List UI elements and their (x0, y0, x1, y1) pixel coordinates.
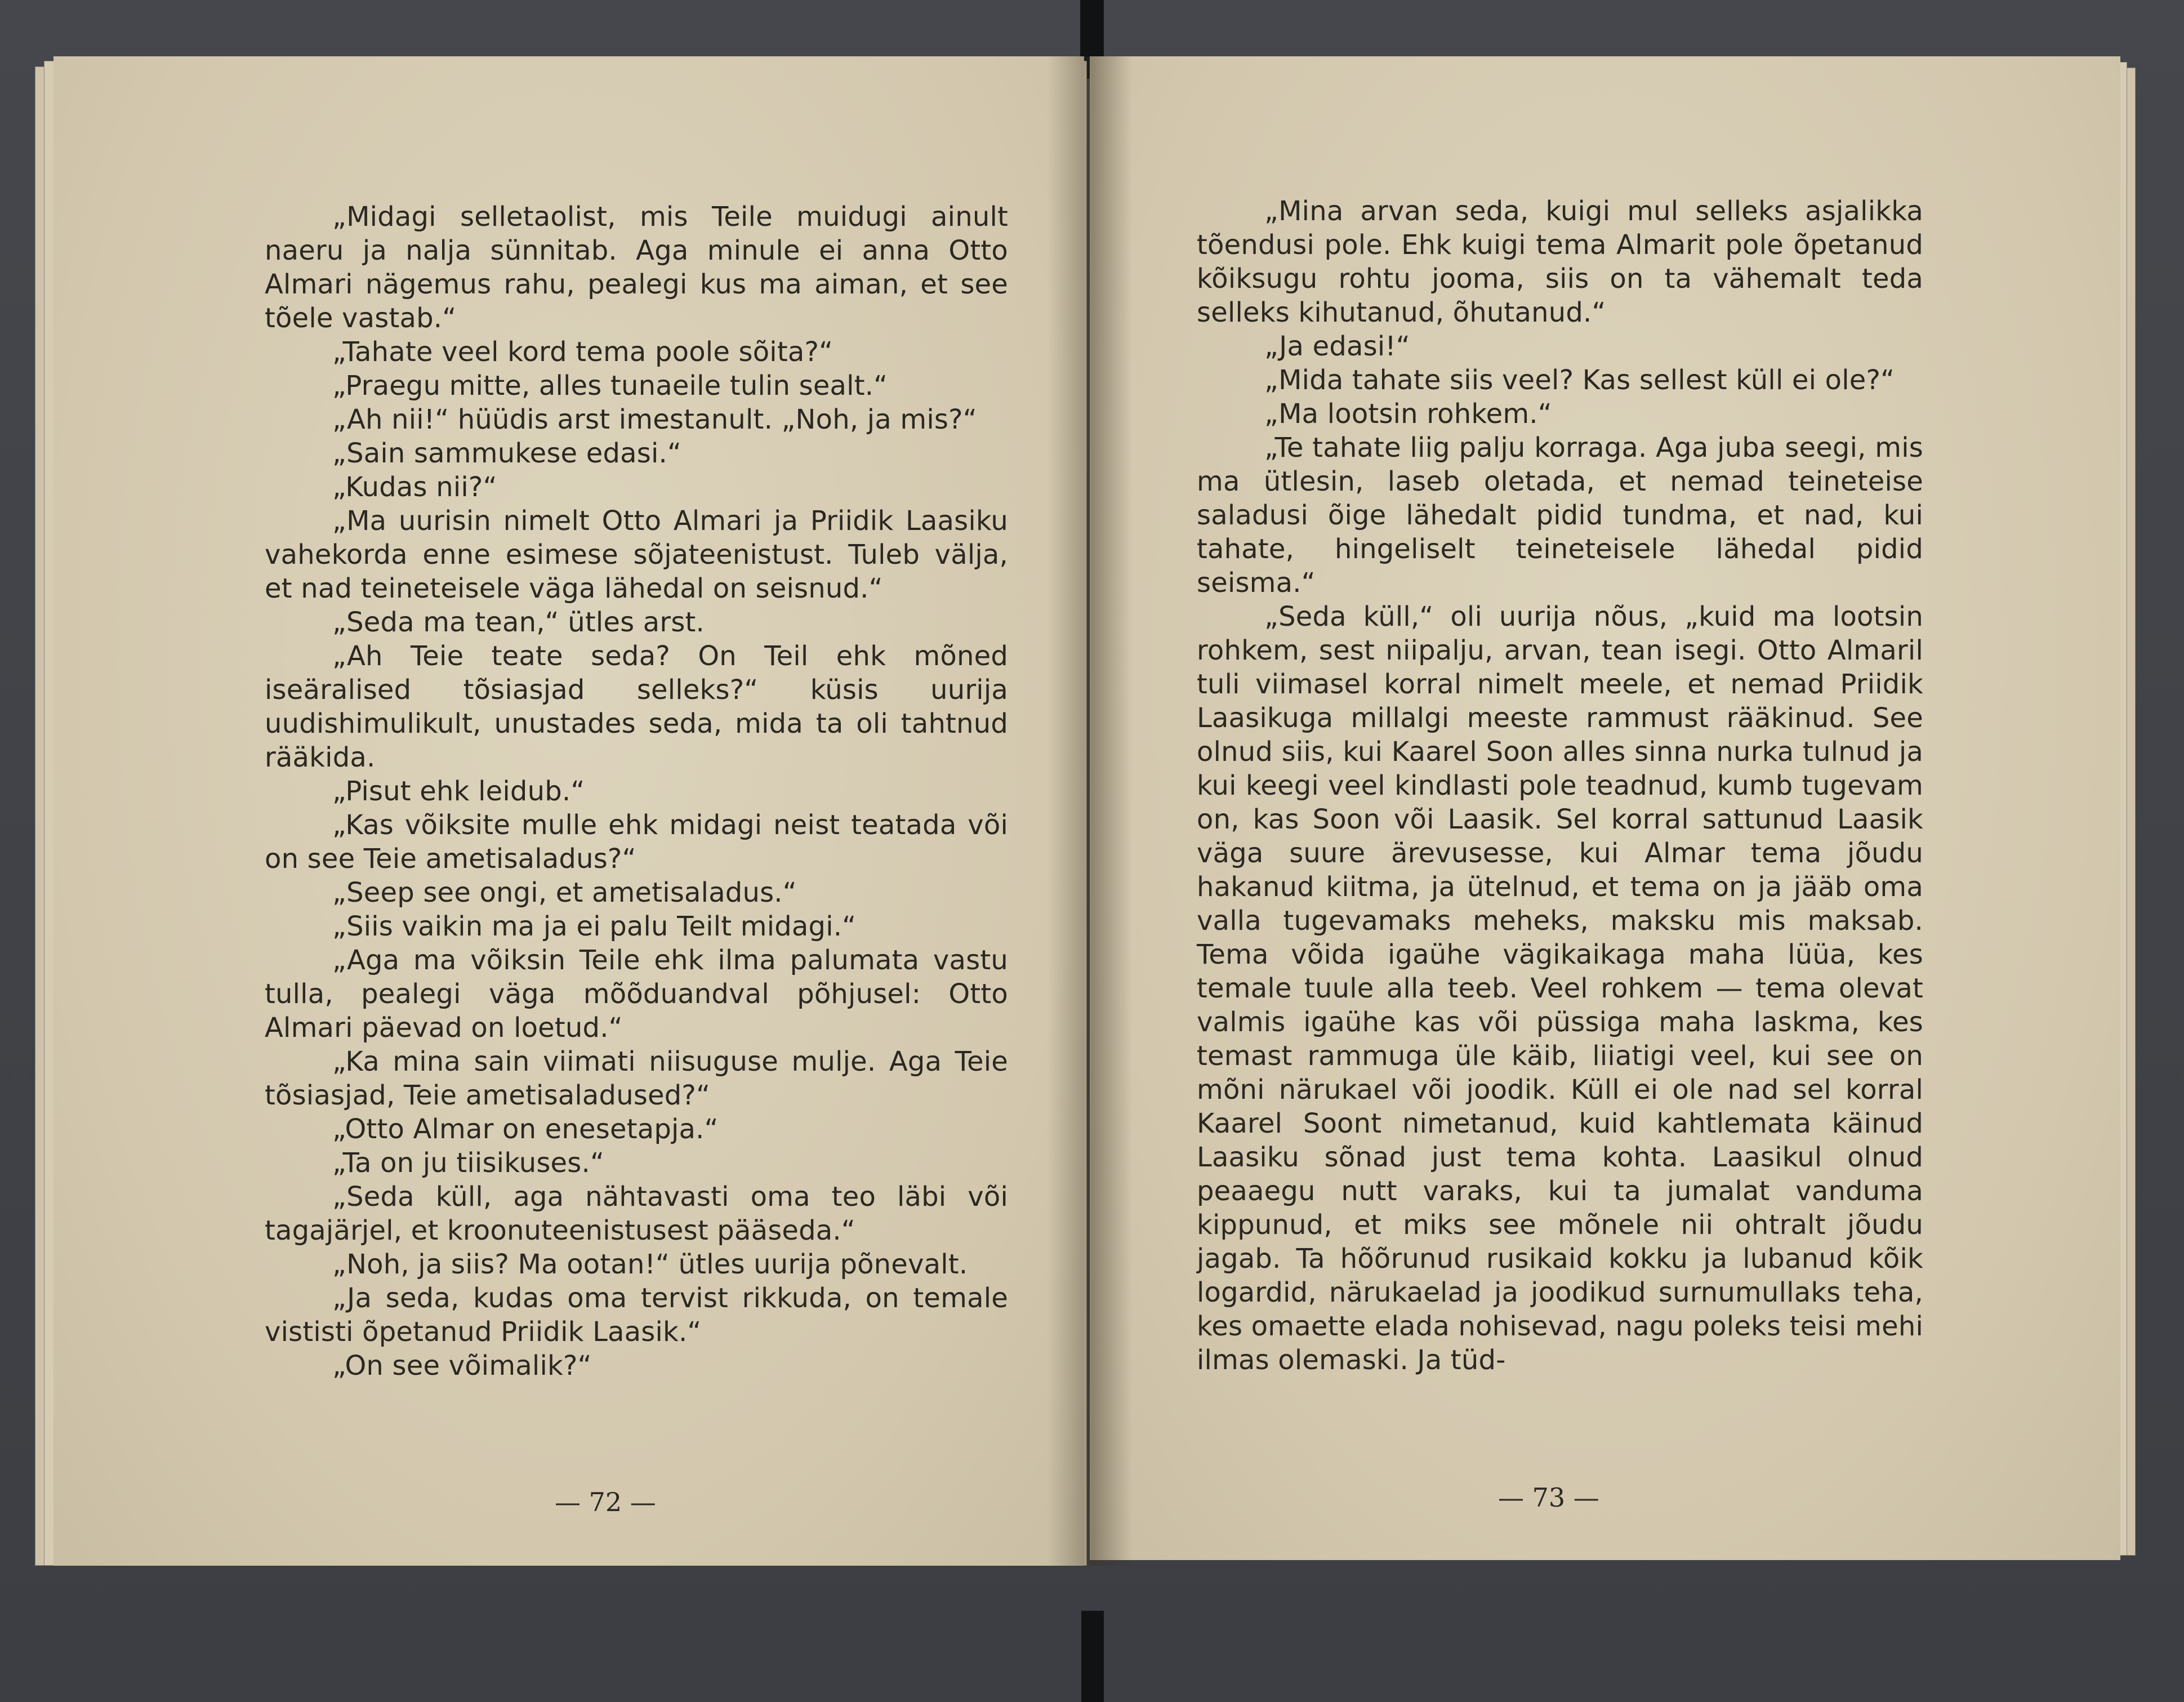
page-number-right: — 73 — (1498, 1482, 1599, 1513)
left-page-text (265, 200, 1008, 1383)
paragraph: „Mida tahate siis veel? Kas sellest küll ei ole?“ (1264, 364, 1895, 396)
paragraph: „Sain sammukese edasi.“ (332, 438, 682, 469)
paragraph: „Ah nii!“ hüüdis arst imestanult. „Noh, ja mis?“ (332, 404, 977, 435)
paragraph: „Te tahate liig palju korraga. Aga juba seegi, mis ma ütlesin, laseb oletada, et nemad teineteise saladusi õige lähedalt pidid tundma, et nad, kui tahate, hingeliselt teineteisele lähedal pidid seisma.“ (1197, 432, 1923, 599)
paragraph: „Ka mina sain viimati niisuguse mulje. Aga Teie tõsiasjad, Teie ametisaladused?“ (265, 1046, 1008, 1111)
paragraph: „Otto Almar on enesetapja.“ (332, 1113, 719, 1145)
paragraph: „Siis vaikin ma ja ei palu Teilt midagi.“ (332, 911, 857, 942)
paragraph: „Ah Teie teate seda? On Teil ehk mõned iseäralised tõsiasjad selleks?“ küsis uurija uudishimulikult, unustades seda, mida ta oli tahtnud rääkida. (265, 640, 1008, 773)
paragraph: „Seda küll, aga nähtavasti oma teo läbi või tagajärjel, et kroonuteenistusest pääseda.“ (265, 1181, 1008, 1246)
paragraph: „Ma uurisin nimelt Otto Almari ja Priidik Laasiku vahekorda enne esimese sõjateenistust. Tuleb välja, et nad teineteisele väga lähedal on seisnud.“ (265, 505, 1008, 604)
page-number-left: — 72 — (555, 1487, 656, 1517)
paragraph: „Kudas nii?“ (332, 471, 497, 503)
binding-spine-bottom (1081, 1611, 1104, 1702)
paragraph: „Kas võiksite mulle ehk midagi neist teatada või on see Teie ametisaladus?“ (265, 809, 1008, 875)
paragraph: „Noh, ja siis? Ma ootan!“ ütles uurija põnevalt. (332, 1249, 968, 1280)
book-gutter (1048, 56, 1132, 1566)
paragraph: „Pisut ehk leidub.“ (332, 776, 585, 807)
right-page-text (1197, 194, 1923, 1377)
paragraph: „Ja seda, kudas oma tervist rikkuda, on temale vististi õpetanud Priidik Laasik.“ (265, 1282, 1008, 1348)
paragraph: „Ma lootsin rohkem.“ (1264, 398, 1552, 430)
paragraph: „Seep see ongi, et ametisaladus.“ (332, 877, 797, 908)
paragraph: „Mina arvan seda, kuigi mul selleks asjalikka tõendusi pole. Ehk kuigi tema Almarit pole õpetanud kõiksugu rohtu jooma, siis on ta vähemalt teda selleks kihutanud, õhutanud.“ (1197, 195, 1923, 328)
paragraph: „Seda ma tean,“ ütles arst. (332, 607, 705, 638)
paragraph: „Midagi selletaolist, mis Teile muidugi ainult naeru ja nalja sünnitab. Aga minule ei anna Otto Almari nägemus rahu, pealegi kus ma aiman, et see tõele vastab.“ (265, 201, 1008, 334)
paragraph: „Tahate veel kord tema poole sõita?“ (332, 336, 834, 368)
paragraph: „On see võimalik?“ (332, 1350, 592, 1382)
paragraph: „Ja edasi!“ (1264, 331, 1410, 362)
paragraph: „Seda küll,“ oli uurija nõus, „kuid ma lootsin rohkem, sest niipalju, arvan, tean isegi. Otto Almaril tuli viimasel korral nimelt meele, et nemad Priidik Laasikuga millalgi meeste rammust rääkinud. See olnud siis, kui Kaarel Soon alles sinna nurka tulnud ja kui keegi veel kindlasti pole teadnud, kumb tugevam on, kas Soon või Laasik. Sel korral sattunud Laasik väga suure ärevusesse, kui Almar tema jõudu hakanud kiitma, ja ütelnud, et tema on ja jääb oma valla tugevamaks meheks, maksku mis maksab. Tema võida igaühe vägikaikaga maha lüüa, kes temale tuule alla teeb. Veel rohkem — tema olevat valmis igaühe kas või püssiga maha laskma, kes temast rammuga üle käib, liiatigi veel, kui see on mõni närukael või joodik. Küll ei ole nad sel korral Kaarel Soont nimetanud, kuid kahtlemata käinud Laasiku sõnad just tema kohta. Laasikul olnud peaaegu nutt varaks, kui ta jumalat vanduma kippunud, et miks see mõnele nii ohtralt jõudu jagab. Ta hõõrunud rusikaid kokku ja lubanud kõik logardid, närukaelad ja joodikud surnumullaks teha, kes omaette elada nohisevad, nagu poleks teisi mehi ilmas olemaski. Ja tüd- (1197, 601, 1923, 1376)
paragraph: „Aga ma võiksin Teile ehk ilma palumata vastu tulla, pealegi väga mõõduandval põhjusel: Otto Almari päevad on loetud.“ (265, 944, 1008, 1044)
paragraph: „Praegu mitte, alles tunaeile tulin sealt.“ (332, 370, 888, 402)
paragraph: „Ta on ju tiisikuses.“ (332, 1147, 605, 1179)
